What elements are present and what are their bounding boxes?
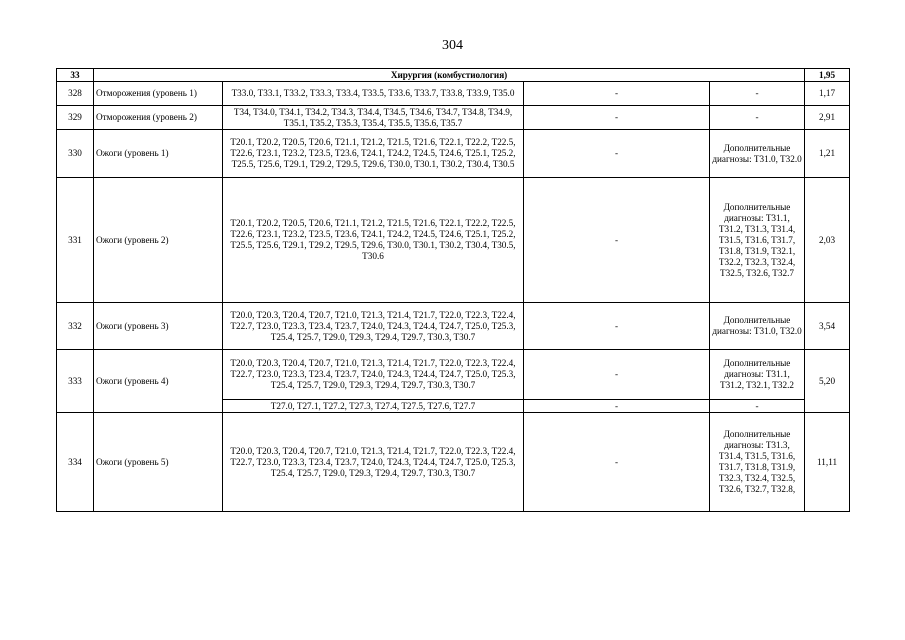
row-extra: Дополнительные диагнозы: T31.3, T31.4, T31.5, T31.6, T31.7, T31.8, T31.9, T32.3, T32.4, T32.5, T32.6, T32.7, T32.8,: [710, 413, 805, 512]
row-number: 330: [57, 130, 94, 178]
row-number: 333: [57, 350, 94, 413]
table-row: [57, 82, 850, 106]
row-number: 329: [57, 106, 94, 130]
section-row: [57, 69, 850, 82]
row-codes: T20.1, T20.2, T20.5, T20.6, T21.1, T21.2, T21.5, T21.6, T22.1, T22.2, T22.5, T22.6, T23.1, T23.2, T23.5, T23.6, T24.1, T24.2, T24.5, T24.6, T25.1, T25.2, T25.5, T25.6, T29.1, T29.2, T29.5, T29.6, T30.0, T30.1, T30.2, T30.4, T30.5: [223, 130, 524, 178]
row-extra: -: [710, 82, 805, 106]
row-coefficient: 11,11: [805, 413, 850, 512]
row-name: Отморожения (уровень 1): [94, 82, 223, 106]
row-name: Ожоги (уровень 3): [94, 303, 223, 350]
row-dash: -: [524, 413, 710, 512]
row-dash: -: [524, 82, 710, 106]
row-dash: -: [524, 303, 710, 350]
page-number: 304: [442, 38, 463, 53]
row-dash: -: [524, 106, 710, 130]
row-name: Ожоги (уровень 2): [94, 178, 223, 303]
table-row: [57, 106, 850, 130]
row-number: 331: [57, 178, 94, 303]
row-name: Ожоги (уровень 1): [94, 130, 223, 178]
row-codes: T20.1, T20.2, T20.5, T20.6, T21.1, T21.2, T21.5, T21.6, T22.1, T22.2, T22.5, T22.6, T23.1, T23.2, T23.5, T23.6, T24.1, T24.2, T24.5, T24.6, T25.1, T25.2, T25.5, T25.6, T29.1, T29.2, T29.5, T29.6, T30.0, T30.1, T30.2, T30.4, T30.5, T30.6: [223, 178, 524, 303]
table-row: [57, 178, 850, 303]
row-dash: -: [524, 350, 710, 400]
section-number: 33: [57, 69, 94, 82]
table-row: [57, 413, 850, 512]
ksg-table: [56, 68, 850, 512]
row-number: 332: [57, 303, 94, 350]
row-name: Отморожения (уровень 2): [94, 106, 223, 130]
row-codes: T20.0, T20.3, T20.4, T20.7, T21.0, T21.3, T21.4, T21.7, T22.0, T22.3, T22.4, T22.7, T23.0, T23.3, T23.4, T23.7, T24.0, T24.3, T24.4, T24.7, T25.0, T25.3, T25.4, T25.7, T29.0, T29.3, T29.4, T29.7, T30.3, T30.7: [223, 303, 524, 350]
section-title: Хирургия (комбустиология): [94, 69, 805, 82]
subrow-dash: -: [524, 400, 710, 413]
table-row: [57, 350, 850, 400]
row-number: 334: [57, 413, 94, 512]
row-name: Ожоги (уровень 4): [94, 350, 223, 413]
row-codes: T33.0, T33.1, T33.2, T33.3, T33.4, T33.5, T33.6, T33.7, T33.8, T33.9, T35.0: [223, 82, 524, 106]
section-coefficient: 1,95: [805, 69, 850, 82]
subrow-codes: T27.0, T27.1, T27.2, T27.3, T27.4, T27.5, T27.6, T27.7: [223, 400, 524, 413]
row-coefficient: 1,21: [805, 130, 850, 178]
row-dash: -: [524, 178, 710, 303]
table-row: [57, 303, 850, 350]
row-extra: Дополнительные диагнозы: T31.0, T32.0: [710, 130, 805, 178]
row-coefficient: 1,17: [805, 82, 850, 106]
subrow-extra: -: [710, 400, 805, 413]
row-extra: Дополнительные диагнозы: T31.1, T31.2, T32.1, T32.2: [710, 350, 805, 400]
row-extra: Дополнительные диагнозы: T31.0, T32.0: [710, 303, 805, 350]
row-codes: T20.0, T20.3, T20.4, T20.7, T21.0, T21.3, T21.4, T21.7, T22.0, T22.3, T22.4, T22.7, T23.0, T23.3, T23.4, T23.7, T24.0, T24.3, T24.4, T24.7, T25.0, T25.3, T25.4, T25.7, T29.0, T29.3, T29.4, T29.7, T30.3, T30.7: [223, 413, 524, 512]
row-number: 328: [57, 82, 94, 106]
row-coefficient: 3,54: [805, 303, 850, 350]
row-extra: -: [710, 106, 805, 130]
row-coefficient: 2,91: [805, 106, 850, 130]
table-row: [57, 130, 850, 178]
row-codes: T34, T34.0, T34.1, T34.2, T34.3, T34.4, T34.5, T34.6, T34.7, T34.8, T34.9, T35.1, T35.2, T35.3, T35.4, T35.5, T35.6, T35.7: [223, 106, 524, 130]
row-coefficient: 5,20: [805, 350, 850, 413]
row-codes: T20.0, T20.3, T20.4, T20.7, T21.0, T21.3, T21.4, T21.7, T22.0, T22.3, T22.4, T22.7, T23.0, T23.3, T23.4, T23.7, T24.0, T24.3, T24.4, T24.7, T25.0, T25.3, T25.4, T25.7, T29.0, T29.3, T29.4, T29.7, T30.3, T30.7: [223, 350, 524, 400]
row-coefficient: 2,03: [805, 178, 850, 303]
row-extra: Дополнительные диагнозы: T31.1, T31.2, T31.3, T31.4, T31.5, T31.6, T31.7, T31.8, T31.9, T32.1, T32.2, T32.3, T32.4, T32.5, T32.6, T32.7: [710, 178, 805, 303]
row-dash: -: [524, 130, 710, 178]
row-name: Ожоги (уровень 5): [94, 413, 223, 512]
